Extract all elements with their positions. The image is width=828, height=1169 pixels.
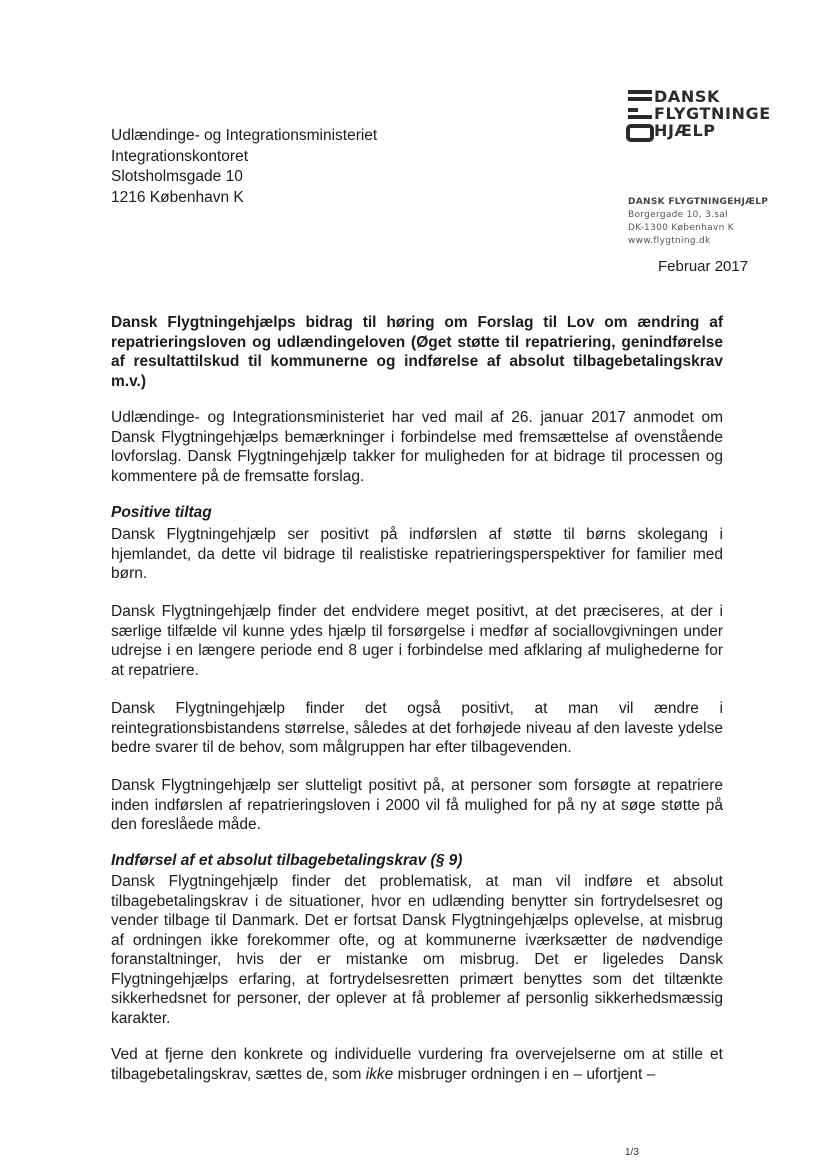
section-heading-repayment: Indførsel af et absolut tilbagebetalingskrav (§ 9) bbox=[111, 852, 463, 869]
paragraph-text: misbruger ordningen i en – ufortjent – bbox=[393, 1065, 656, 1083]
recipient-line: Integrationskontoret bbox=[111, 147, 249, 165]
section-heading-positive: Positive tiltag bbox=[111, 504, 212, 521]
paragraph: Dansk Flygtningehjælp ser positivt på indførslen af støtte til børns skolegang i hjemlandet, da dette vil bidrage til realistiske repatrieringsperspektiver for familier med børn. bbox=[111, 526, 723, 582]
paragraph-text: Ved at fjerne den konkrete og individuelle vurdering fra overvejelserne om at stille et tilbagebetalingskrav, sættes de, som bbox=[111, 1046, 723, 1083]
recipient-line: Udlændinge- og Integrationsministeriet bbox=[111, 127, 378, 144]
recipient-line: 1216 København K bbox=[111, 188, 244, 206]
dfh-logo-mark bbox=[626, 88, 656, 144]
recipient-line: Slotsholmsgade 10 bbox=[111, 168, 243, 185]
paragraph bbox=[111, 1045, 723, 1084]
paragraph: Dansk Flygtningehjælp finder det også positivt, at man vil ændre i reintegrationsbistandens størrelse, således at det forhøjede niveau af den laveste ydelse bedre svarer til de behov, som målgruppen har efter tilbagevenden. bbox=[111, 700, 723, 756]
intro-paragraph: Udlændinge- og Integrationsministeriet har ved mail af 26. januar 2017 anmodet om Dansk Flygtningehjælps bemærkninger i forbindelse med fremsættelse af ovenstående lovforslag. Dansk Flygtningehjælp takker for muligheden for at bidrage til processen og kommentere på de fremsatte forslag. bbox=[111, 409, 723, 485]
recipient-address bbox=[111, 126, 377, 208]
letter-date: Februar 2017 bbox=[658, 258, 749, 275]
paragraph: Dansk Flygtningehjælp ser slutteligt positivt på, at personer som forsøgte at repatriere inden indførslen af repatrieringsloven i 2000 vil få mulighed for på ny at søge støtte på den foreslåede måde. bbox=[111, 777, 723, 833]
logo-line-3: HJÆLP bbox=[654, 121, 716, 140]
sender-line: Borgergade 10, 3.sal bbox=[628, 210, 728, 220]
sender-name: DANSK FLYGTNINGEHJÆLP bbox=[628, 197, 769, 207]
sender-line: DK-1300 København K bbox=[628, 223, 734, 233]
paragraph: Dansk Flygtningehjælp finder det problematisk, at man vil indføre et absolut tilbagebetalingskrav i de situationer, hvor en udlænding benytter sin fortrydelsesret og vender tilbage til Danmark. Det er fortsat Dansk Flygtningehjælps oplevelse, at misbrug af ordningen ikke forekommer ofte, og at kommunerne iværksætter de nødvendige foranstaltninger, hvis der er mistanke om misbrug. Det er ligeledes Dansk Flygtningehjælps erfaring, at fortrydelsesretten primært benyttes som det tiltænkte sikkerhedsnet for personer, der oplever at få problemer af personlig sikkerhedsmæssig karakter. bbox=[111, 873, 723, 1027]
page-number: 1/3 bbox=[625, 1147, 639, 1158]
sender-web: www.flygtning.dk bbox=[628, 236, 711, 246]
document-title: Dansk Flygtningehjælps bidrag til høring om Forslag til Lov om ændring af repatrieringsloven og udlændingeloven (Øget støtte til repatriering, genindførelse af resultattilskud til kommunerne og indførelse af absolut tilbagebetalingskrav m.v.) bbox=[111, 314, 723, 390]
emphasis-text: ikke bbox=[365, 1065, 394, 1083]
logo-line-1: DANSK bbox=[654, 87, 720, 106]
dfh-logo bbox=[626, 88, 776, 144]
logo-line-2: FLYGTNINGE bbox=[654, 104, 771, 123]
paragraph: Dansk Flygtningehjælp finder det endvidere meget positivt, at det præciseres, at der i særlige tilfælde vil kunne ydes hjælp til forsørgelse i medfør af sociallovgivningen under udrejse i en længere periode end 8 uger i forbindelse med afklaring af mulighederne for at repatriere. bbox=[111, 603, 723, 679]
sender-address bbox=[628, 196, 768, 248]
